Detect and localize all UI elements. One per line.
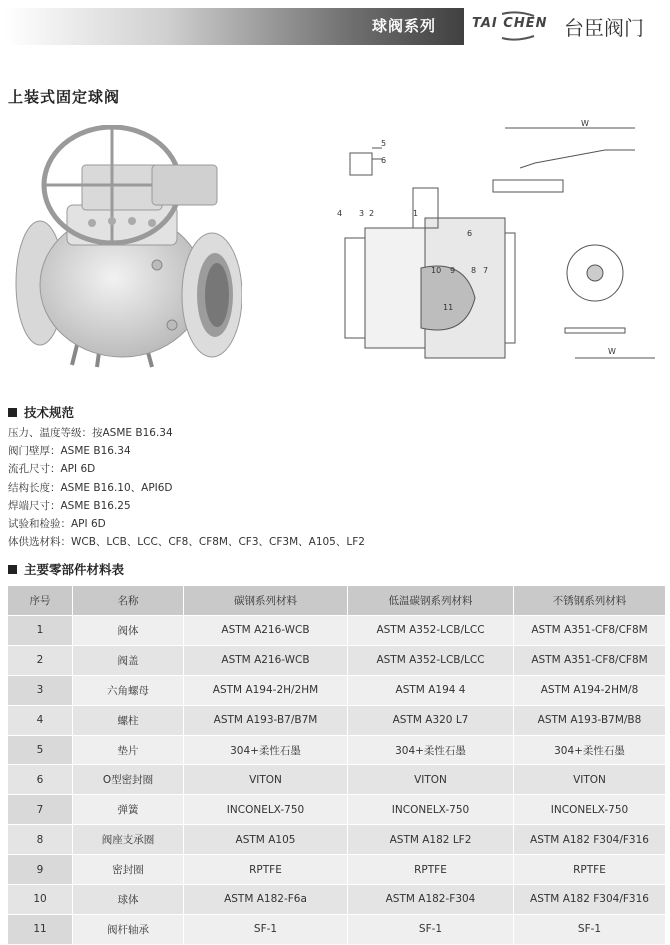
table-row xyxy=(8,914,666,944)
table-cell: ASTM A351-CF8/CF8M xyxy=(514,616,666,646)
table-cell: SF-1 xyxy=(514,914,666,944)
part-label-4: 4 xyxy=(337,209,343,218)
table-cell: SF-1 xyxy=(184,914,348,944)
table-cell: 密封圈 xyxy=(73,855,184,885)
page-header xyxy=(0,0,670,52)
table-cell: INCONELX-750 xyxy=(184,795,348,825)
table-cell: 垫片 xyxy=(73,735,184,765)
materials-section-title: 主要零部件材料表 xyxy=(8,560,124,578)
table-cell: 304+柔性石墨 xyxy=(514,735,666,765)
part-label-6-section: 6 xyxy=(467,229,473,238)
table-cell: ASTM A194-2H/2HM xyxy=(184,675,348,705)
col-header-lowtemp: 低温碳钢系列材料 xyxy=(348,586,514,616)
table-cell: ASTM A216-WCB xyxy=(184,645,348,675)
square-bullet-icon xyxy=(8,408,17,417)
table-row xyxy=(8,645,666,675)
table-cell: INCONELX-750 xyxy=(348,795,514,825)
table-cell: ASTM A216-WCB xyxy=(184,616,348,646)
part-label-2: 2 xyxy=(369,209,375,218)
table-cell: ASTM A182-F304 xyxy=(348,885,514,915)
table-cell: ASTM A182 F304/F316 xyxy=(514,885,666,915)
table-cell: ASTM A182 F304/F316 xyxy=(514,825,666,855)
table-row xyxy=(8,765,666,795)
col-header-stainless: 不锈钢系列材料 xyxy=(514,586,666,616)
table-cell: 螺柱 xyxy=(73,705,184,735)
table-row xyxy=(8,825,666,855)
part-label-8: 8 xyxy=(471,266,477,275)
materials-table xyxy=(8,586,666,945)
specs-list xyxy=(8,424,365,551)
table-cell: 阀座支承圈 xyxy=(73,825,184,855)
part-label-7: 7 xyxy=(483,266,489,275)
table-cell: 304+柔性石墨 xyxy=(184,735,348,765)
table-cell: ASTM A194-2HM/8 xyxy=(514,675,666,705)
table-cell: 8 xyxy=(8,825,73,855)
table-cell: 阀体 xyxy=(73,616,184,646)
table-row xyxy=(8,855,666,885)
table-cell: 2 xyxy=(8,645,73,675)
brand-logo xyxy=(472,10,662,42)
table-cell: 阀盖 xyxy=(73,645,184,675)
spec-item: 阀门壁厚：ASME B16.34 xyxy=(8,445,131,458)
table-cell: 6 xyxy=(8,765,73,795)
table-row xyxy=(8,885,666,915)
table-cell: ASTM A182 LF2 xyxy=(348,825,514,855)
part-label-9: 9 xyxy=(450,266,456,275)
table-cell: ASTM A352-LCB/LCC xyxy=(348,616,514,646)
table-cell: 弹簧 xyxy=(73,795,184,825)
col-header-name: 名称 xyxy=(73,586,184,616)
table-cell: 5 xyxy=(8,735,73,765)
spec-item: 结构长度：ASME B16.10、API6D xyxy=(8,481,173,494)
spec-item: 焊端尺寸：ASME B16.25 xyxy=(8,499,131,512)
table-cell: 304+柔性石墨 xyxy=(348,735,514,765)
spec-item: 流孔尺寸：API 6D xyxy=(8,463,96,476)
table-cell: O型密封圈 xyxy=(73,765,184,795)
dim-w-bottom: W xyxy=(608,347,616,356)
table-cell: VITON xyxy=(514,765,666,795)
table-row xyxy=(8,675,666,705)
table-cell: ASTM A105 xyxy=(184,825,348,855)
table-cell: 7 xyxy=(8,795,73,825)
table-cell: ASTM A193-B7/B7M xyxy=(184,705,348,735)
table-cell: RPTFE xyxy=(184,855,348,885)
table-row xyxy=(8,616,666,646)
dim-w-top: W xyxy=(581,119,589,128)
logo-chinese: 台臣阀门 xyxy=(564,16,644,40)
table-cell: ASTM A182-F6a xyxy=(184,885,348,915)
table-cell: RPTFE xyxy=(348,855,514,885)
table-header-row xyxy=(8,586,666,616)
table-cell: VITON xyxy=(184,765,348,795)
table-cell: 10 xyxy=(8,885,73,915)
series-title: 球阀系列 xyxy=(372,17,437,35)
col-header-carbon: 碳钢系列材料 xyxy=(184,586,348,616)
table-cell: 1 xyxy=(8,616,73,646)
spec-item: 体供选材料：WCB、LCB、LCC、CF8、CF8M、CF3、CF3M、A105、LF2 xyxy=(8,536,365,549)
table-cell: ASTM A193-B7M/B8 xyxy=(514,705,666,735)
square-bullet-icon xyxy=(8,565,17,574)
table-cell: RPTFE xyxy=(514,855,666,885)
table-cell: 阀杆轴承 xyxy=(73,914,184,944)
col-header-no: 序号 xyxy=(8,586,73,616)
table-row xyxy=(8,705,666,735)
table-cell: 六角螺母 xyxy=(73,675,184,705)
spec-item: 试验和检验：API 6D xyxy=(8,518,106,531)
valve-technical-drawing xyxy=(325,118,665,368)
table-cell: ASTM A194 4 xyxy=(348,675,514,705)
table-cell: 9 xyxy=(8,855,73,885)
part-label-1: 1 xyxy=(413,209,419,218)
part-label-5: 5 xyxy=(381,139,387,148)
part-label-10: 10 xyxy=(431,266,442,275)
table-cell: 4 xyxy=(8,705,73,735)
table-cell: 球体 xyxy=(73,885,184,915)
table-cell: SF-1 xyxy=(348,914,514,944)
table-cell: 3 xyxy=(8,675,73,705)
table-cell: 11 xyxy=(8,914,73,944)
specs-section-title: 技术规范 xyxy=(8,403,74,421)
table-row xyxy=(8,735,666,765)
part-label-3: 3 xyxy=(359,209,365,218)
valve-photo xyxy=(12,125,242,375)
table-row xyxy=(8,795,666,825)
logo-mark: TAI CHEN xyxy=(472,16,548,31)
table-cell: VITON xyxy=(348,765,514,795)
part-label-6: 6 xyxy=(381,156,387,165)
table-cell: ASTM A351-CF8/CF8M xyxy=(514,645,666,675)
spec-item: 压力、温度等级：按ASME B16.34 xyxy=(8,427,173,439)
page-title: 上装式固定球阀 xyxy=(8,88,121,106)
table-cell: INCONELX-750 xyxy=(514,795,666,825)
table-cell: ASTM A320 L7 xyxy=(348,705,514,735)
table-cell: ASTM A352-LCB/LCC xyxy=(348,645,514,675)
part-label-11: 11 xyxy=(443,303,454,312)
